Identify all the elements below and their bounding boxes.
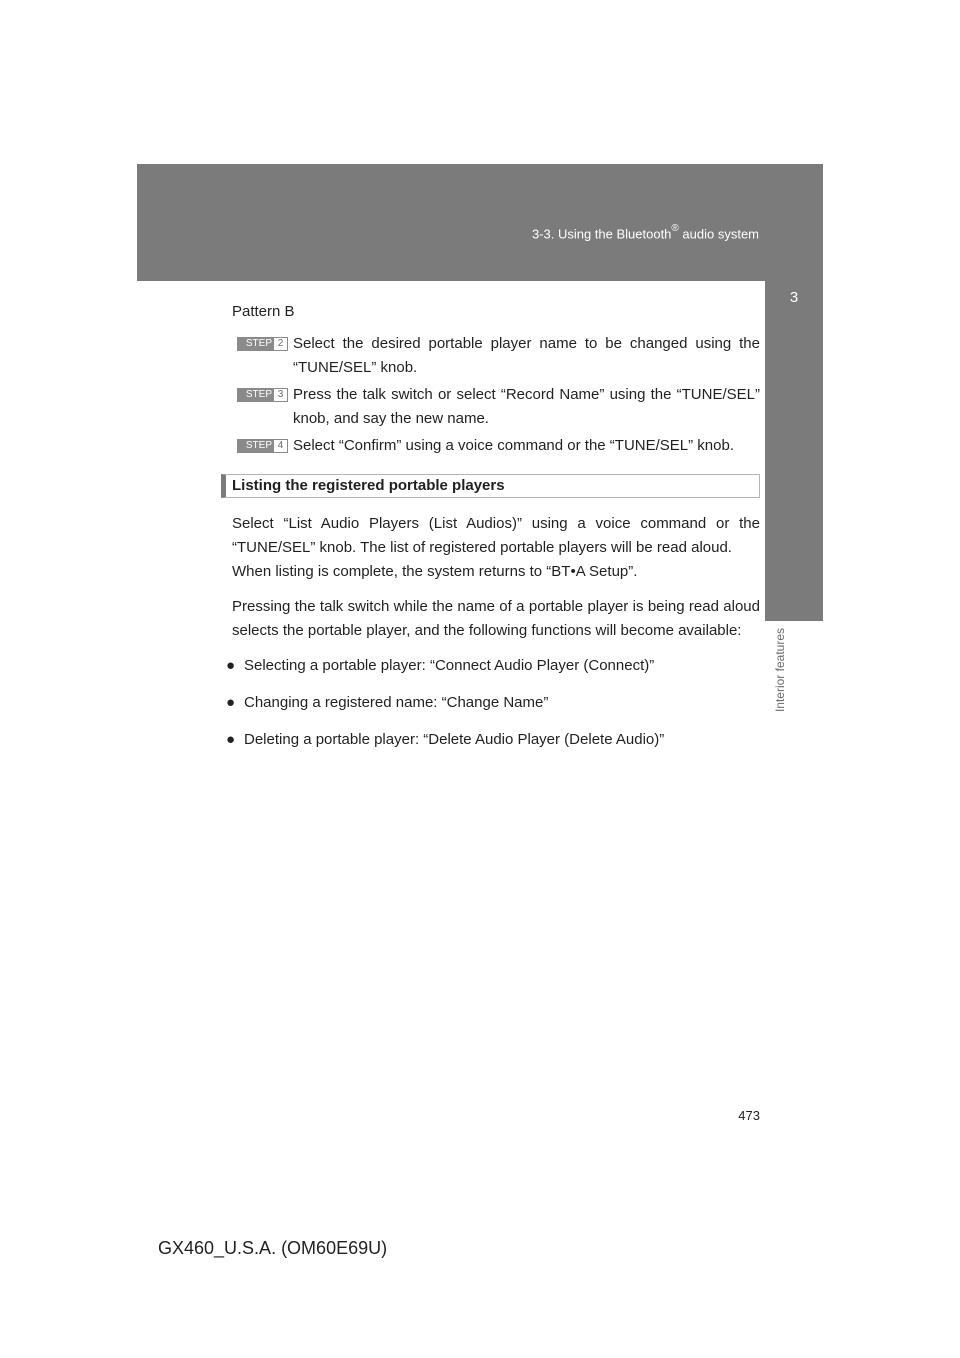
bullet-item: ● Deleting a portable player: “Delete Audio Player (Delete Audio)”: [226, 728, 760, 752]
section-title: 3-3. Using the Bluetooth® audio system: [531, 223, 759, 242]
step-text: Select the desired portable player name to be changed using the “TUNE/SEL” knob.: [293, 335, 760, 376]
bullet-item: ● Changing a registered name: “Change Name”: [226, 691, 760, 715]
chapter-number: 3: [789, 289, 799, 306]
registered-mark: ®: [671, 223, 679, 234]
step-item: [232, 383, 760, 431]
subsection-title: Listing the registered portable players: [221, 474, 760, 498]
chapter-tab: [765, 281, 823, 621]
step-text: Press the talk switch or select “Record Name” using the “TUNE/SEL” knob, and say the new name.: [293, 386, 760, 427]
step-badge: STEP 3: [237, 388, 288, 402]
chapter-label: Interior features: [773, 628, 787, 713]
bullet-icon: ●: [226, 657, 236, 674]
page-number: 473: [738, 1108, 760, 1123]
step-badge: STEP 2: [237, 337, 288, 351]
model-code: GX460_U.S.A. (OM60E69U): [158, 1238, 388, 1258]
step-badge: STEP 4: [237, 439, 288, 453]
list-description: Select “List Audio Players (List Audios)” using a voice command or the “TUNE/SEL” knob. The list of registered portable players will be read aloud. When listing is complete, the system returns to “BT•A Setup”.: [232, 515, 760, 580]
talk-switch-description: Pressing the talk switch while the name of a portable player is being read aloud selects the portable player, and the following functions will become available:: [232, 598, 760, 639]
pattern-heading: Pattern B: [232, 303, 295, 320]
bullet-icon: ●: [226, 731, 236, 748]
step-item: [232, 434, 760, 458]
step-text: Select “Confirm” using a voice command or the “TUNE/SEL” knob.: [293, 437, 734, 454]
step-item: [232, 332, 760, 380]
header-band: [137, 164, 823, 281]
page-content: [226, 300, 760, 765]
bullet-icon: ●: [226, 694, 236, 711]
bullet-item: ● Selecting a portable player: “Connect Audio Player (Connect)”: [226, 654, 760, 678]
